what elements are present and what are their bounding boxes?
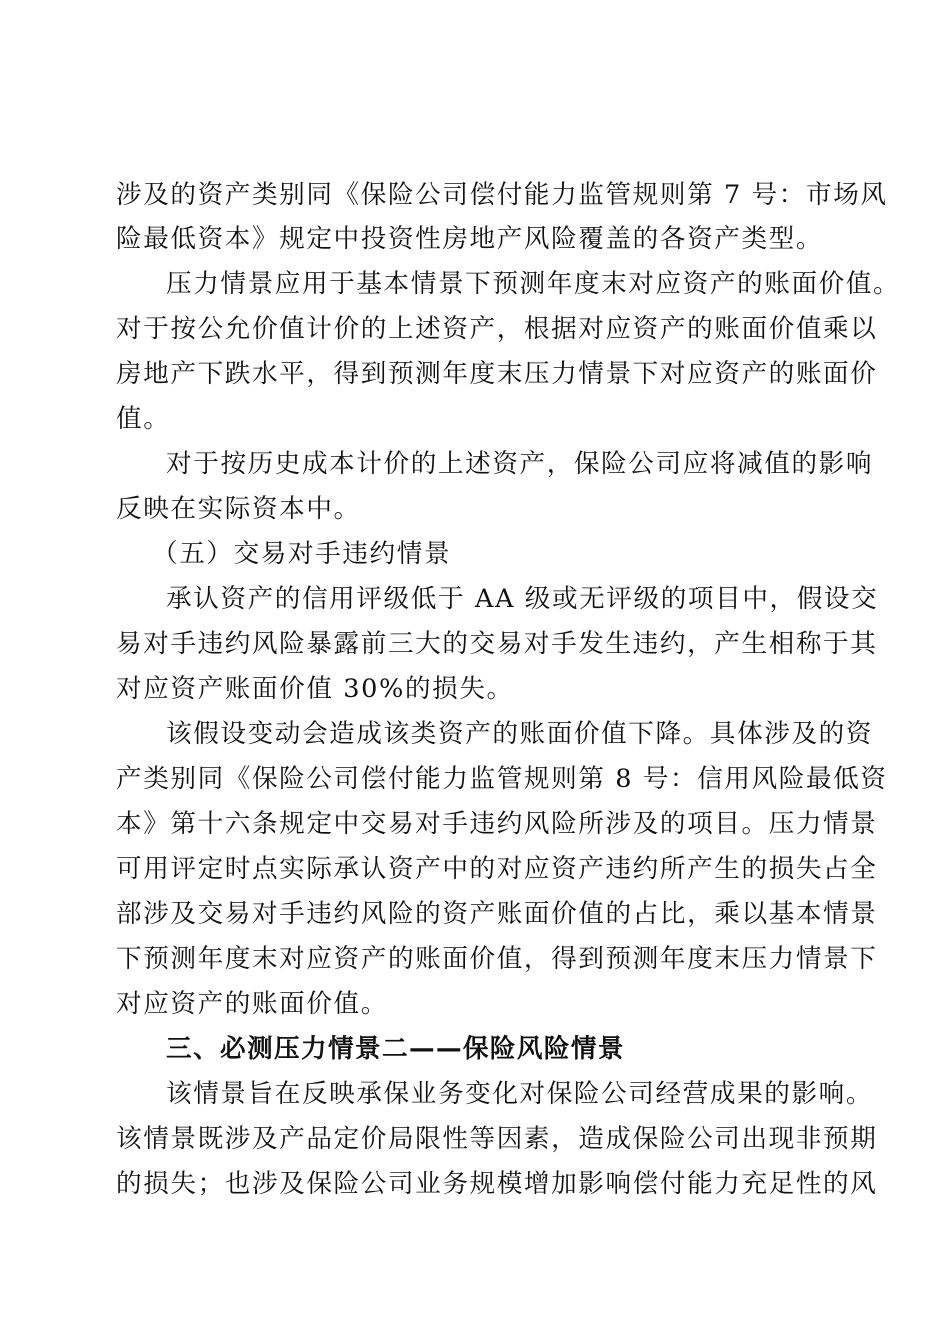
text-line: 易对手违约风险暴露前三大的交易对手发生违约，产生相称于其 xyxy=(116,629,878,659)
text-line: 对应资产账面价值 30%的损失。 xyxy=(116,674,514,704)
text-line: 产类别同《保险公司偿付能力监管规则第 8 号：信用风险最低资 xyxy=(116,764,888,794)
text-line: 压力情景应用于基本情景下预测年度末对应资产的账面价值。 xyxy=(166,269,901,299)
text-line: 该情景既涉及产品定价局限性等因素，造成保险公司出现非预期 xyxy=(116,1124,878,1154)
text-line: 本》第十六条规定中交易对手违约风险所涉及的项目。压力情景 xyxy=(116,809,878,839)
text-line: 该假设变动会造成该类资产的账面价值下降。具体涉及的资 xyxy=(166,719,874,749)
text-line: 该情景旨在反映承保业务变化对保险公司经营成果的影响。 xyxy=(166,1079,874,1109)
text-line: 对应资产的账面价值。 xyxy=(116,989,388,1019)
text-line: 值。 xyxy=(116,404,171,434)
text-line: 涉及的资产类别同《保险公司偿付能力监管规则第 7 号：市场风 xyxy=(116,180,888,210)
text-line: 险最低资本》规定中投资性房地产风险覆盖的各资产类型。 xyxy=(116,224,824,254)
text-line: 房地产下跌水平，得到预测年度末压力情景下对应资产的账面价 xyxy=(116,359,878,389)
text-line: 反映在实际资本中。 xyxy=(116,494,361,524)
text-line: 部涉及交易对手违约风险的资产账面价值的占比，乘以基本情景 xyxy=(116,899,878,929)
text-line: 可用评定时点实际承认资产中的对应资产违约所产生的损失占全 xyxy=(116,854,878,884)
text-line: 下预测年度末对应资产的账面价值，得到预测年度末压力情景下 xyxy=(116,944,878,974)
section-heading: 三、必测压力情景二——保险风险情景 xyxy=(166,1034,625,1064)
text-line: 对于按公允价值计价的上述资产，根据对应资产的账面价值乘以 xyxy=(116,314,878,344)
text-line: 的损失；也涉及保险公司业务规模增加影响偿付能力充足性的风 xyxy=(116,1169,878,1199)
text-line: 承认资产的信用评级低于 AA 级或无评级的项目中，假设交 xyxy=(166,584,879,614)
section-heading: （五）交易对手违约情景 xyxy=(152,539,452,569)
text-line: 对于按历史成本计价的上述资产，保险公司应将减值的影响 xyxy=(166,449,874,479)
